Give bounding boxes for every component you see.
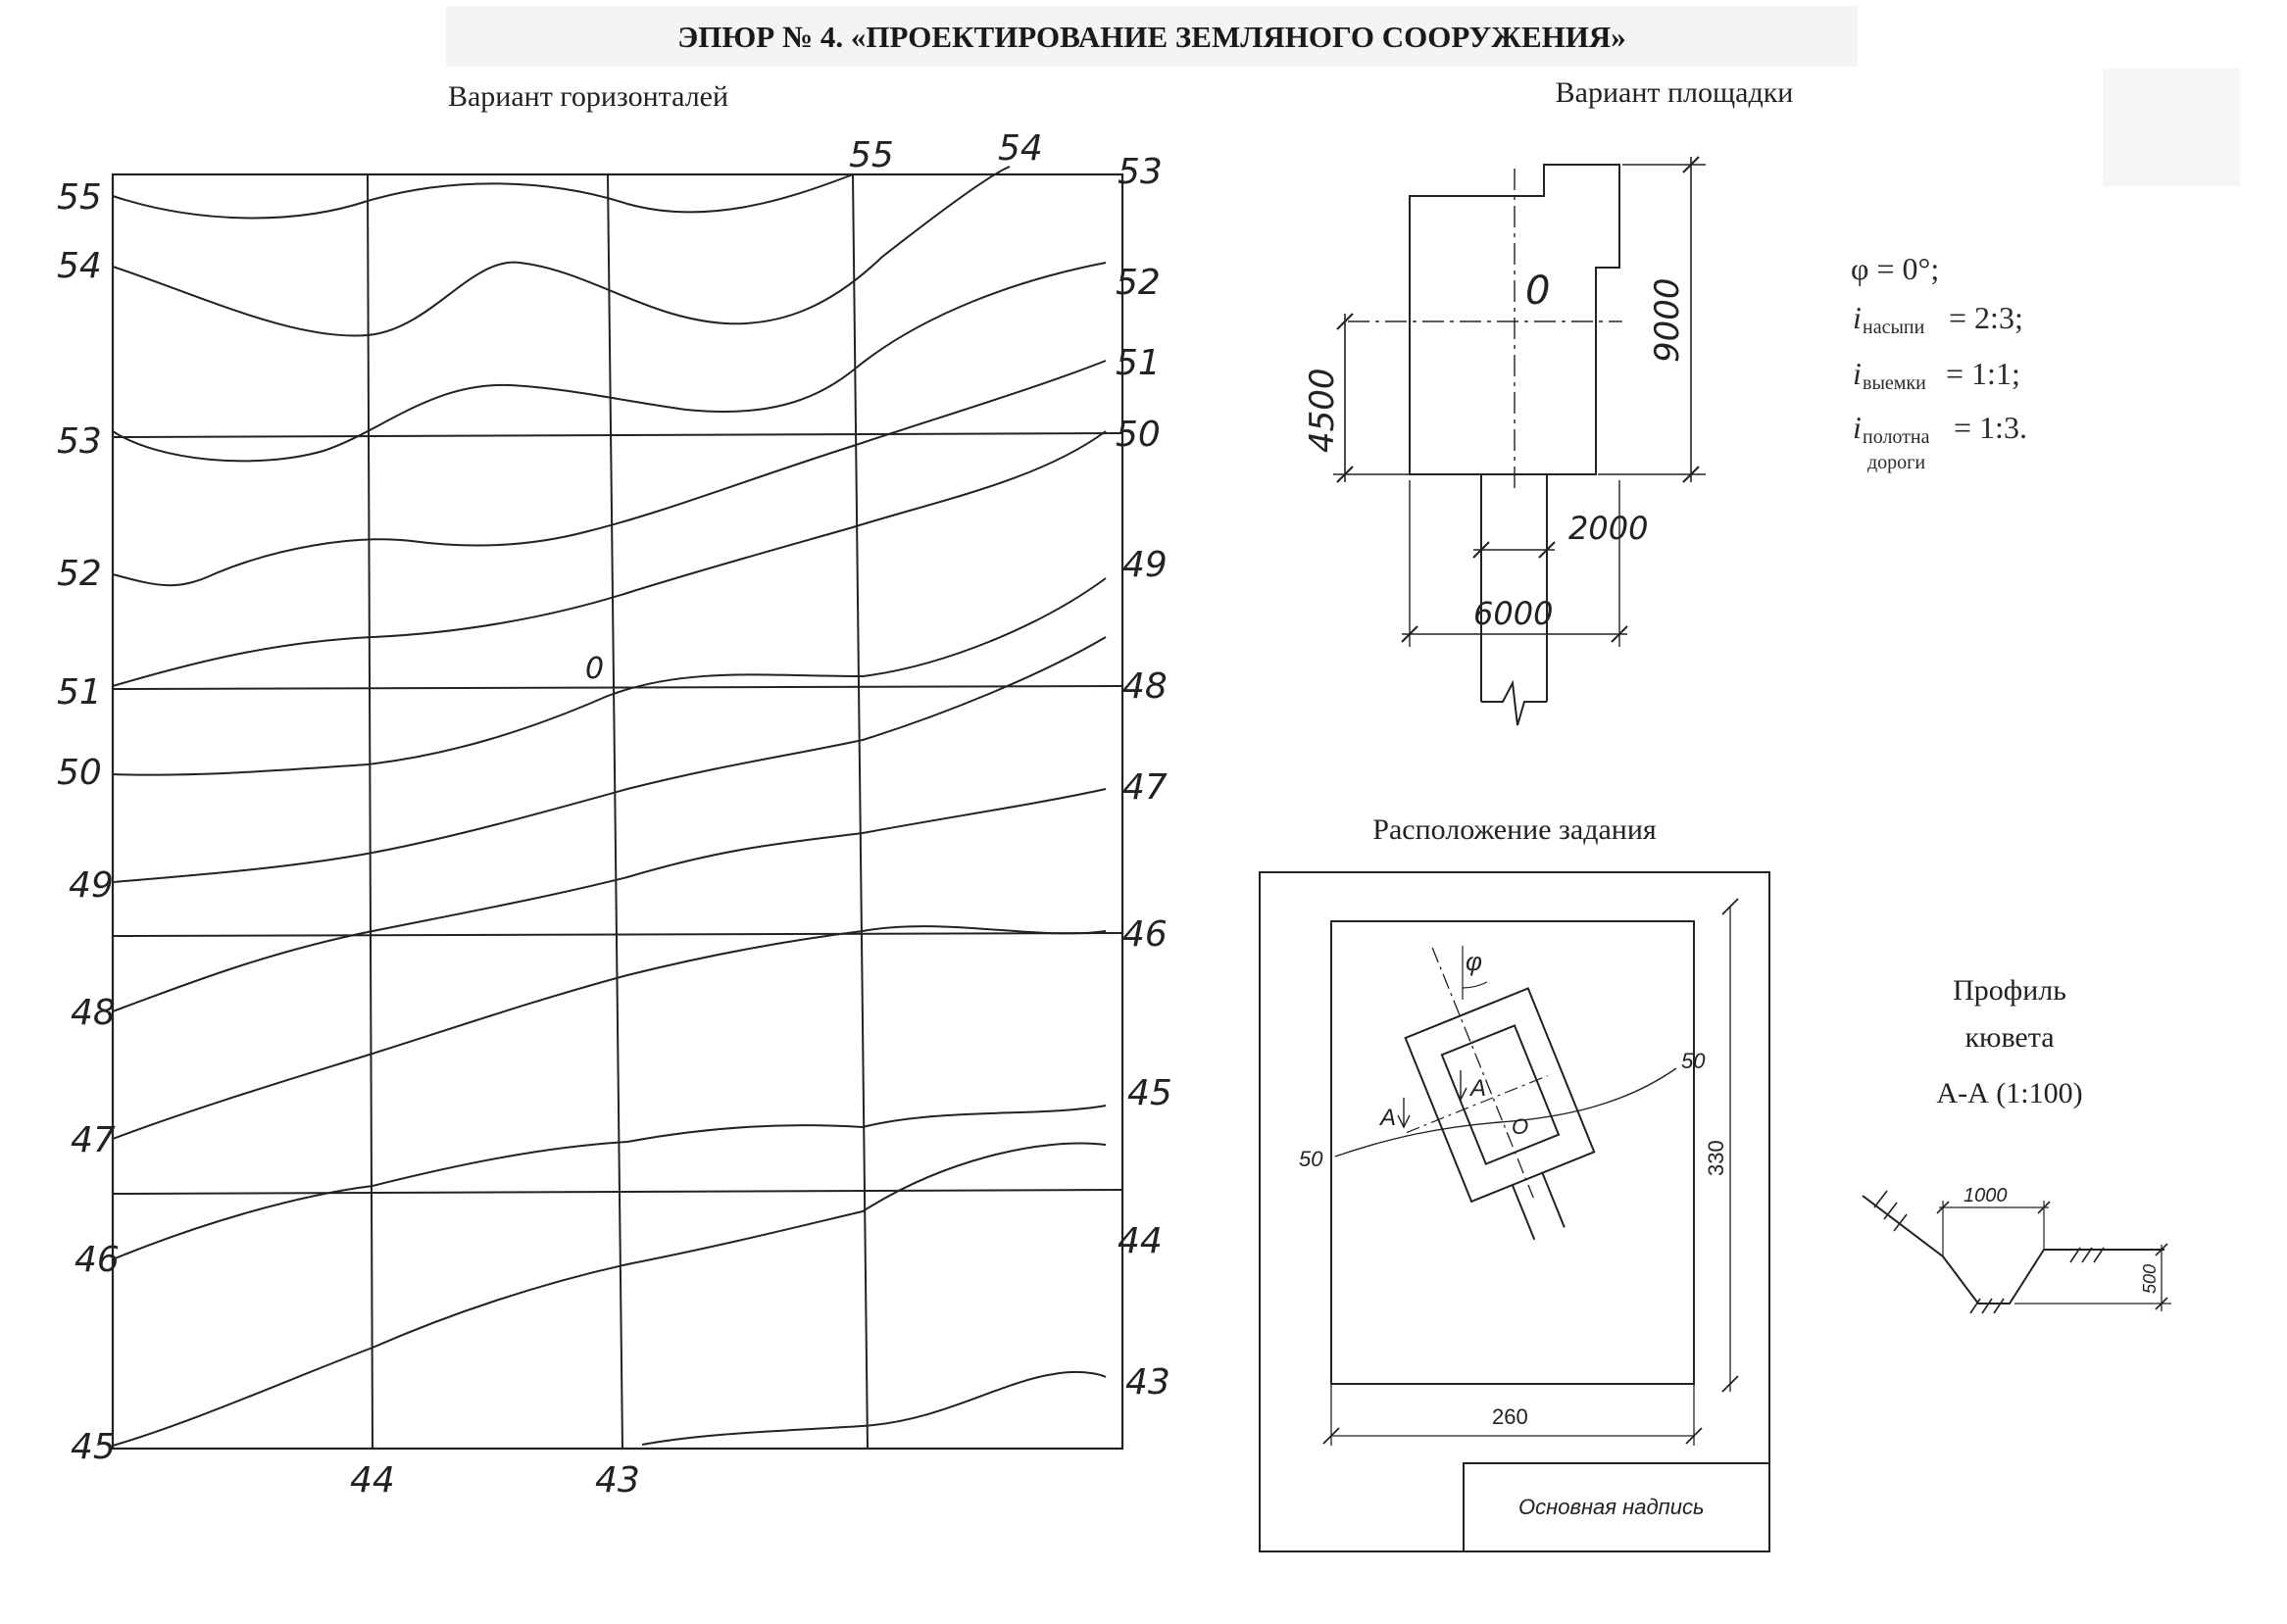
- ditch-heading: А-А (1:100): [1936, 1077, 2083, 1109]
- contour-label-right: 52: [1116, 263, 1161, 303]
- contour-map-frame: [113, 174, 1122, 1449]
- section-label-a: A: [1470, 1075, 1487, 1102]
- contour-line-45: [113, 1144, 1106, 1446]
- dim-label-260: 260: [1492, 1404, 1528, 1429]
- param-i-subscript: дороги: [1867, 452, 1926, 473]
- contour-map-heading: Вариант горизонталей: [447, 80, 729, 113]
- contour-line-44: [642, 1372, 1106, 1445]
- dim-label-1000: 1000: [1964, 1185, 2008, 1206]
- contour-label-left: 46: [75, 1240, 120, 1280]
- platform-heading: Вариант площадки: [1555, 76, 1794, 109]
- contour-label-left: 50: [57, 753, 102, 793]
- phi-arc: [1463, 982, 1487, 988]
- contour-label-bottom: 44: [350, 1460, 395, 1501]
- contour-label-top: 54: [998, 128, 1043, 169]
- layout-contour-label: 50: [1299, 1147, 1323, 1171]
- contour-label-right: 50: [1116, 415, 1161, 455]
- param-phi: φ = 0°;: [1851, 251, 1940, 286]
- contour-label-right: 43: [1125, 1362, 1170, 1403]
- contour-point-label: 0: [585, 652, 605, 686]
- param-i-label: i: [1853, 300, 1862, 335]
- grid-horizontal: [113, 933, 1122, 936]
- contour-label-left: 54: [57, 246, 102, 286]
- contour-label-right: 44: [1118, 1221, 1163, 1261]
- ditch-heading: Профиль: [1953, 974, 2066, 1007]
- road-break-mark: [1481, 683, 1547, 725]
- dim-label-330: 330: [1704, 1140, 1728, 1176]
- contour-label-right: 46: [1122, 914, 1168, 955]
- grid-horizontal: [113, 686, 1122, 689]
- contour-label-left: 45: [71, 1427, 116, 1467]
- ditch-heading: кювета: [1964, 1021, 2055, 1054]
- param-i-subscript: полотна: [1863, 426, 1930, 448]
- param-i-label: i: [1853, 356, 1862, 391]
- platform-axis: [1432, 948, 1533, 1198]
- platform-drawing: [1303, 76, 1793, 725]
- slope-parameters: [1851, 251, 2027, 473]
- param-i-vyemki-value: = 1:1;: [1946, 356, 2020, 391]
- task-layout-heading: Расположение задания: [1372, 813, 1657, 846]
- grid-horizontal: [113, 1190, 1122, 1194]
- contour-label-right: 53: [1118, 152, 1163, 192]
- contour-line-54: [113, 167, 1010, 336]
- contour-line-49: [113, 637, 1106, 882]
- ground-hatch: [1874, 1191, 2104, 1313]
- contour-label-right: 47: [1122, 767, 1168, 808]
- contour-map: [57, 80, 1172, 1501]
- param-i-subscript: насыпи: [1863, 317, 1925, 338]
- sheet-title: ЭПЮР № 4. «ПРОЕКТИРОВАНИЕ ЗЕМЛЯНОГО СООРУЖЕНИЯ»: [677, 20, 1626, 54]
- platform-point-label: 0: [1525, 269, 1551, 314]
- contour-label-left: 49: [69, 865, 114, 906]
- contour-label-left: 53: [57, 421, 102, 462]
- contour-line-52: [113, 361, 1106, 585]
- contour-line-46: [113, 1106, 1106, 1259]
- contour-label-right: 48: [1122, 666, 1168, 707]
- contour-label-left: 55: [57, 177, 102, 218]
- contour-label-left: 52: [57, 554, 102, 594]
- dim-label-2000: 2000: [1568, 510, 1649, 547]
- contour-line-51: [113, 431, 1106, 686]
- grid-horizontal: [113, 433, 1122, 437]
- corner-stamp: [2103, 69, 2240, 186]
- contour-label-right: 51: [1116, 343, 1161, 383]
- task-layout: [1260, 813, 1769, 1551]
- contour-line-55: [113, 174, 853, 218]
- dim-label-500: 500: [2140, 1263, 2160, 1294]
- dim-label-4500: 4500: [1303, 368, 1342, 453]
- contour-label-right: 49: [1122, 545, 1168, 585]
- contour-label-left: 47: [71, 1120, 116, 1160]
- param-i-subscript: выемки: [1863, 372, 1926, 394]
- title-block-label: Основная надпись: [1518, 1495, 1705, 1519]
- layout-phi-label: φ: [1466, 947, 1482, 976]
- contour-label-left: 48: [71, 993, 116, 1033]
- contour-line-48: [113, 789, 1106, 1011]
- ditch-section: [1863, 1196, 2164, 1304]
- road-edge: [1542, 1173, 1564, 1228]
- param-i-polotna-value: = 1:3.: [1954, 410, 2027, 445]
- contour-label-right: 45: [1127, 1073, 1172, 1113]
- dim-label-6000: 6000: [1473, 595, 1554, 632]
- ditch-profile: [1863, 974, 2171, 1313]
- contour-line-50: [113, 578, 1106, 775]
- section-label-a: A: [1380, 1105, 1397, 1131]
- param-i-label: i: [1853, 410, 1862, 445]
- dim-label-9000: 9000: [1648, 277, 1687, 363]
- layout-point-label: O: [1512, 1114, 1529, 1139]
- contour-label-top: 55: [849, 135, 894, 175]
- param-i-nasypi-value: = 2:3;: [1949, 300, 2023, 335]
- contour-label-left: 51: [57, 672, 102, 713]
- grid-vertical: [608, 174, 622, 1449]
- layout-contour-label: 50: [1681, 1049, 1706, 1073]
- grid-vertical: [368, 174, 373, 1449]
- contour-label-bottom: 43: [595, 1460, 640, 1501]
